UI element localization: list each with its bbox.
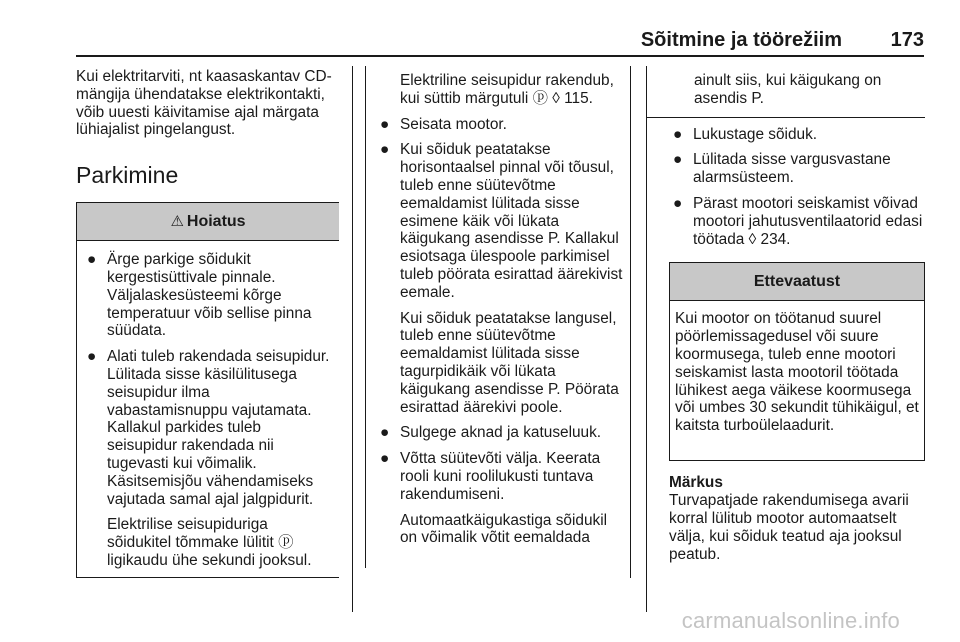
column-divider	[630, 66, 631, 578]
warning-icon: ⚠	[170, 213, 184, 231]
continuation-paragraph: Elektriline seisupidur rakendub, kui süttib märgutuli ⓟ ◊ 115.	[400, 72, 614, 107]
bullet-icon: ●	[673, 151, 683, 169]
list-item-extra: Automaatkäigukastiga sõidukil on võimalik võtit eemaldada	[400, 511, 608, 547]
column-middle	[381, 72, 625, 547]
list-item: ● Võtta süütevõti välja. Keerata rooli kuni roolilukusti tuntava rakendumiseni.	[380, 450, 601, 503]
note-title: Märkus	[669, 474, 723, 492]
list-item: ● Ärge parkige sõidukit kergestisüttivale pinnale. Väljalaskesüsteemi kõrge temperatuur võib sellise pinna süüdata.	[87, 251, 312, 340]
caution-box	[669, 262, 925, 461]
list-item: ● Alati tuleb rakendada seisupidur. Lülitada sisse käsilülitusega seisupidur ilma vabastamisnuppu vajutamata. Kallakul parkides tuleb seisupidur rakendada nii tugevasti kui võimalik. Käsitsemisjõu vähendamiseks vajutada samal ajal jalgpidurit.	[87, 348, 330, 508]
note-text: Turvapatjade rakendumisega avarii korral lülitub mootor automaatselt välja, kui sõiduk teatud aja jooksul peatub.	[669, 492, 909, 563]
bullet-icon: ●	[380, 141, 390, 159]
warning-title: Hoiatus	[186, 213, 246, 231]
list-item: ● Kui sõiduk peatatakse horisontaalsel pinnal või tõusul, tuleb enne süütevõtme eemaldamist lülitada sisse esimene käik või lükata käigukang asendisse P. Kallakul esiotsaga ülespoole parkimisel tuleb pöörata esirattad äärekivist eemale.	[380, 141, 623, 301]
note-block	[669, 474, 925, 563]
column-divider	[646, 66, 647, 612]
column-left	[76, 68, 340, 578]
section-heading: Parkimine	[76, 162, 179, 189]
bullet-icon: ●	[380, 424, 390, 442]
header-rule	[76, 55, 924, 57]
caution-body: Kui mootor on töötanud suurel pöörlemissagedusel või suure koormusega, tuleb enne mootori seiskamist lasta mootoril töötada lühikest aega väikese koormusega või umbes 30 sekundit tühikäigul, et kaitsta turboülelaadurit.	[675, 310, 919, 435]
continuation-paragraph: ainult siis, kui käigukang on asendis P.	[694, 72, 882, 107]
page-number: 173	[890, 29, 924, 51]
column-divider	[352, 66, 353, 612]
list-item: ● Pärast mootori seiskamist võivad mootori jahutusventilaatorid edasi töötada ◊ 234.	[673, 194, 923, 248]
column-divider	[365, 66, 366, 568]
caution-header: Ettevaatust	[670, 263, 924, 301]
list-item: ● Lukustage sõiduk.	[673, 125, 818, 143]
bullet-icon: ●	[673, 194, 683, 212]
bullet-icon: ●	[87, 251, 97, 269]
bullet-icon: ●	[380, 115, 390, 133]
page-header	[0, 0, 960, 56]
list-item-extra: Kui sõiduk peatatakse langusel, tuleb enne süütevõtme eemaldamist lülitada sisse tagurpidikäik või lükata käigukang asendisse P. Pöörata esirattad äärekivi poole.	[400, 309, 619, 416]
warning-header	[77, 203, 339, 241]
watermark: carmanualsonline.info	[681, 608, 900, 633]
bullet-icon: ●	[380, 450, 390, 468]
list-item: ● Sulgege aknad ja katuseluuk.	[380, 424, 602, 442]
warning-box	[76, 202, 339, 578]
section-title: Sõitmine ja töörežiim	[640, 29, 842, 51]
list-item: ● Seisata mootor.	[380, 115, 507, 133]
column-right	[669, 72, 925, 563]
bullet-icon: ●	[673, 125, 683, 143]
warning-extra: Elektrilise seisupiduriga sõidukitel tõmmake lülitit ⓟ ligikaudu ühe sekundi jooksul.	[107, 516, 312, 569]
intro-paragraph: Kui elektritarviti, nt kaasaskantav CD-mängija ühendatakse elektrikontakti, võib uuesti käivitamise ajal märgata lühiajalist pingelangust.	[76, 68, 332, 139]
caution-box-end	[647, 66, 925, 118]
warning-body	[77, 241, 339, 580]
bullet-icon: ●	[87, 348, 97, 366]
list-item: ● Lülitada sisse vargusvastane alarmsüsteem.	[673, 151, 891, 187]
